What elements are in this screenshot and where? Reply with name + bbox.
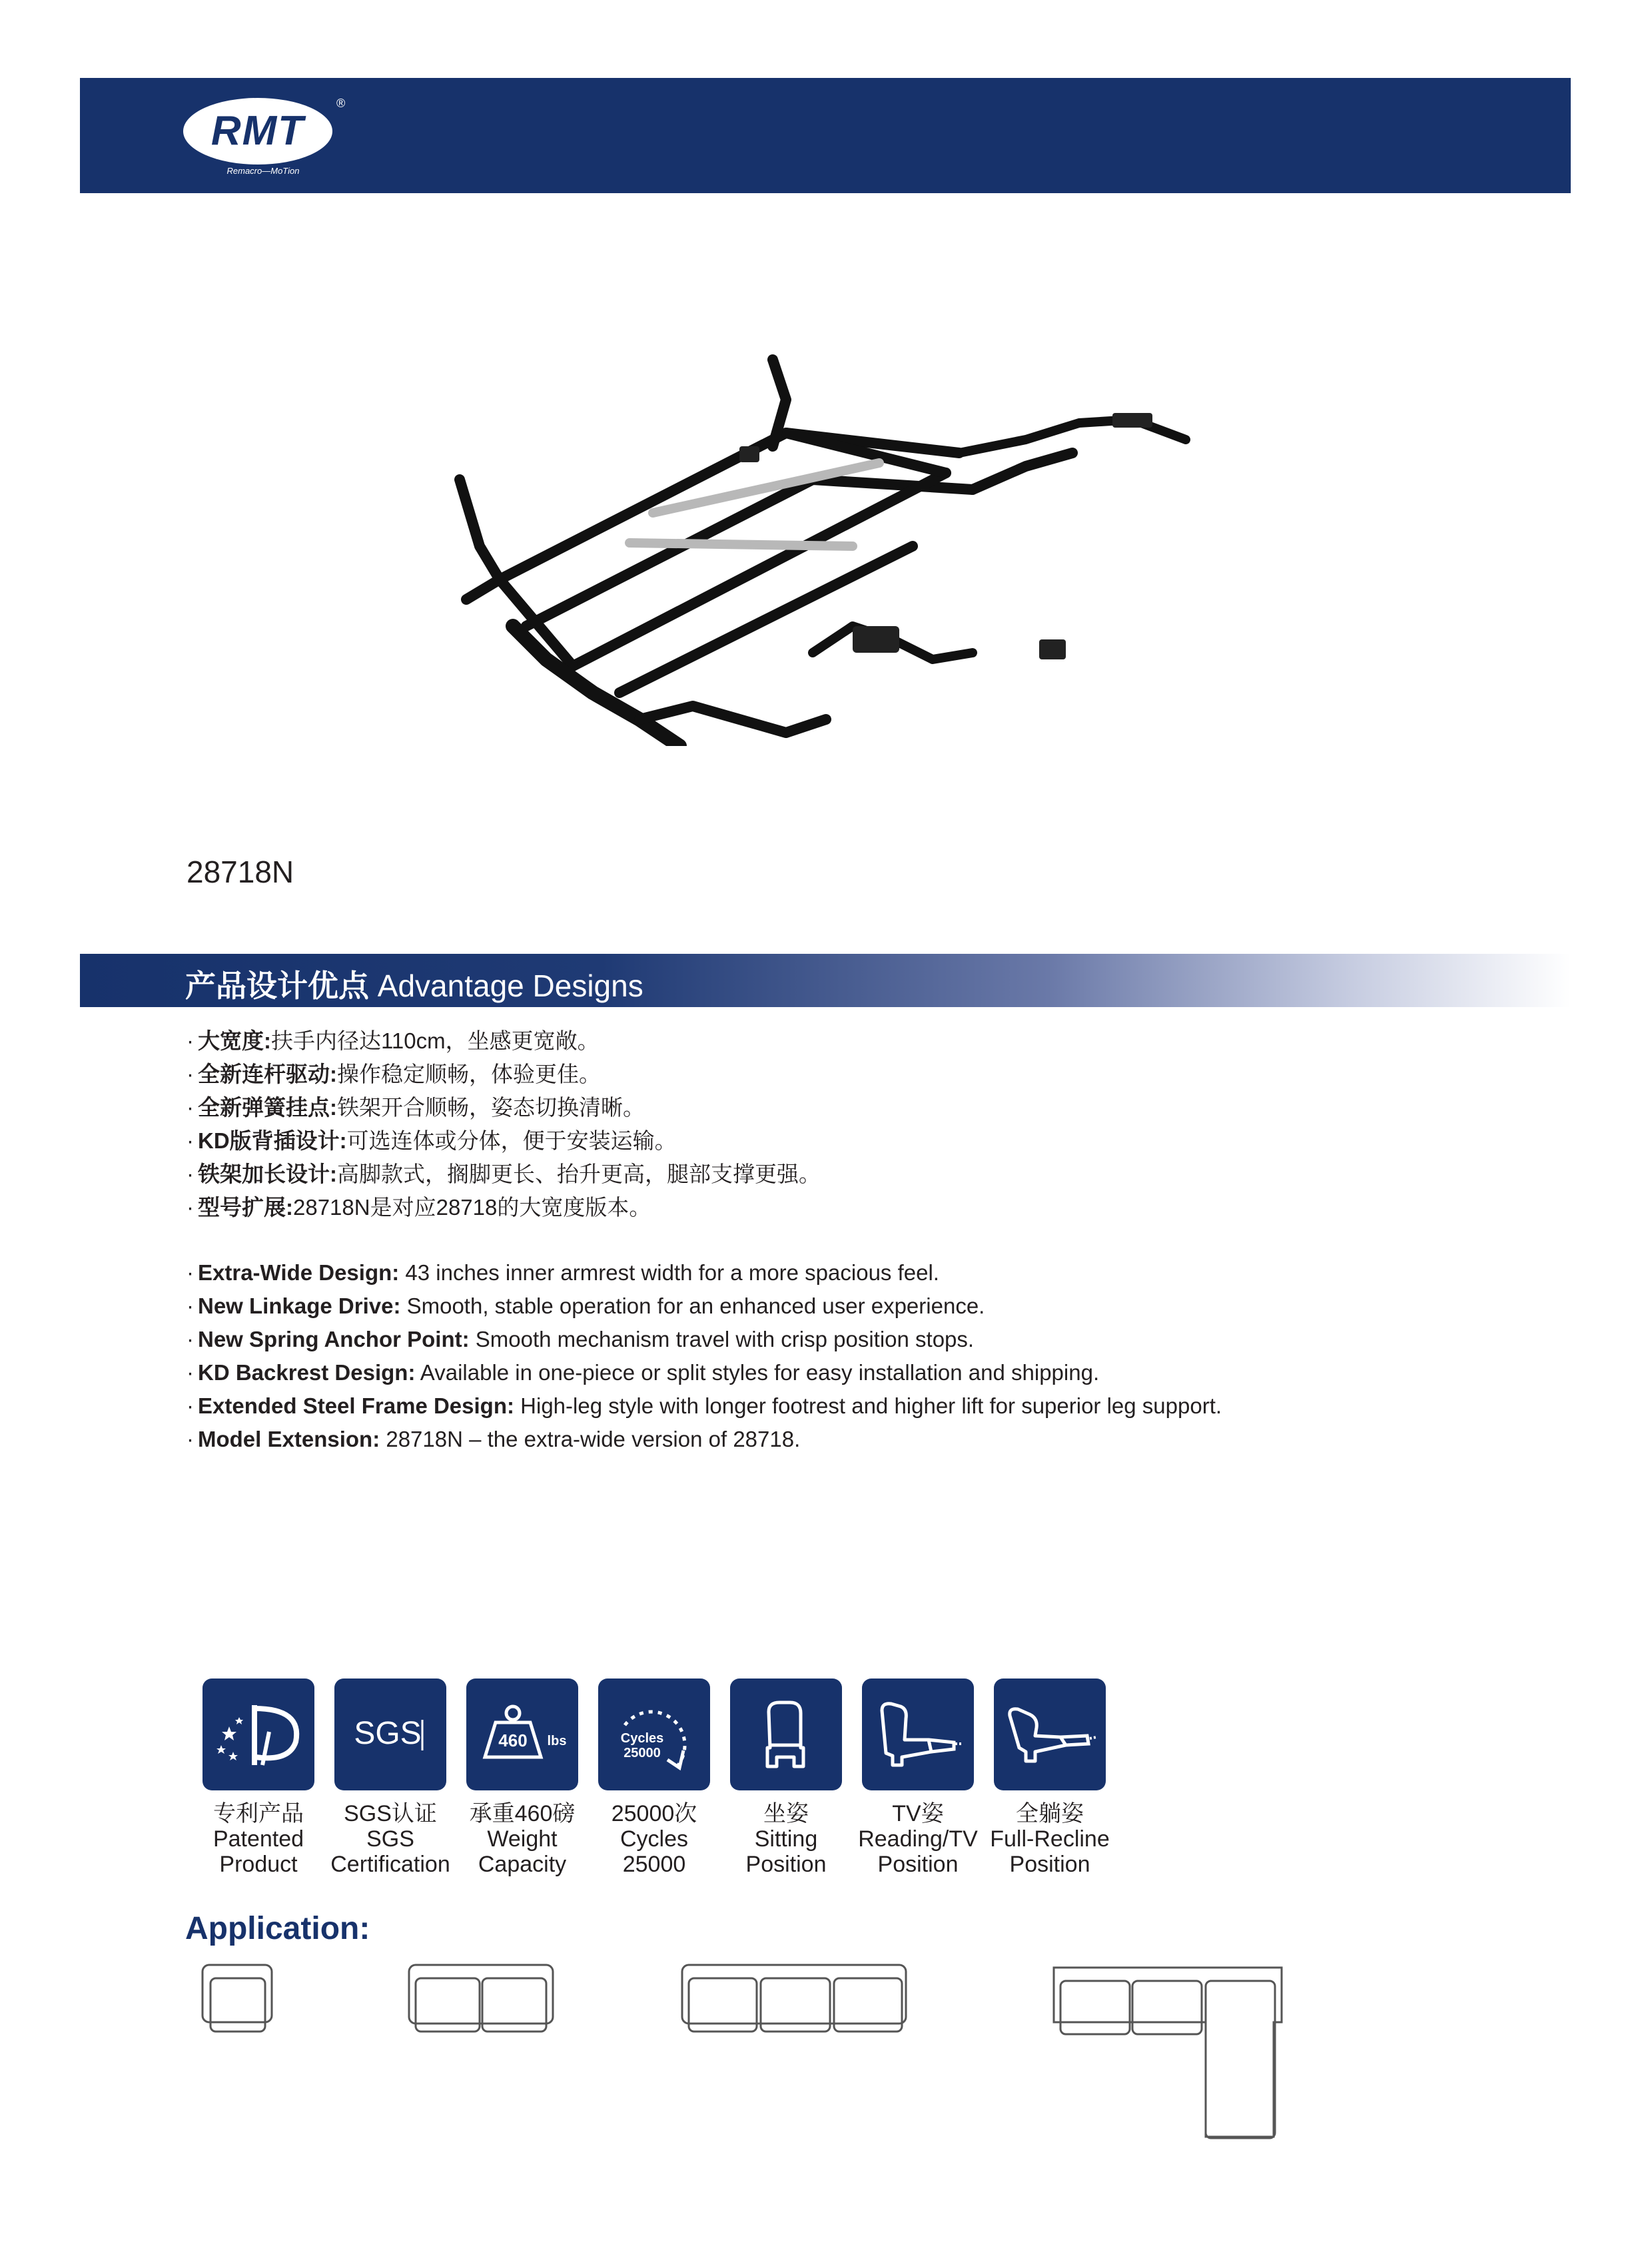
cycles-icon-value: 25000 [623,1746,661,1760]
feature-sgs [324,1679,457,1877]
logo-subtitle: Remacro—MoTion [226,166,300,176]
bullet-text: 操作稳定顺畅，体验更佳。 [337,1062,601,1086]
single-seat-sofa-icon [203,1965,272,2032]
caption-en-line1: Weight [487,1826,558,1852]
bullet-text: 扶手内径达110cm，坐感更宽敞。 [271,1028,600,1053]
caption-zh: 全躺姿 [1016,1801,1084,1826]
caption-en-line1: SGS [366,1826,414,1852]
brand-logo[interactable] [183,98,423,177]
list-item [187,1124,821,1158]
caption-en-line2: Capacity [478,1852,567,1877]
list-item [187,1024,821,1058]
section-title-zh: 产品设计优点 [185,968,369,1003]
feature-sitting [719,1679,853,1877]
feature-tv [851,1679,985,1877]
list-item [187,1191,821,1224]
bullet-label: Extended Steel Frame Design: [198,1393,514,1418]
recline-chair-icon [994,1679,1106,1790]
bullet-label: 全新连杆驱动: [198,1062,337,1086]
application-title: Application: [185,1911,370,1946]
feature-caption [719,1801,853,1877]
bullet-label: New Spring Anchor Point: [198,1327,470,1351]
bullet-text: 高脚款式，搁脚更长、抬升更高，腿部支撑更强。 [337,1162,821,1186]
caption-en-line1: Sitting [754,1826,818,1852]
caption-en-line2: Position [745,1852,827,1877]
feature-caption [983,1801,1116,1877]
weight-icon [466,1679,578,1790]
bullet-text: 铁架开合顺畅，姿态切换清晰。 [337,1095,645,1120]
list-item [187,1158,821,1191]
cycles-icon [598,1679,710,1790]
model-number: 28718N [187,855,294,889]
caption-zh: 承重460磅 [469,1801,576,1826]
bullet-text: Available in one-piece or split styles for easy installation and shipping. [415,1360,1100,1385]
application-layouts [193,1958,1299,2158]
feature-weight [456,1679,589,1877]
feature-cycles [588,1679,721,1877]
bullet-label: 大宽度: [198,1028,271,1053]
caption-en-line2: Position [1009,1852,1090,1877]
bullet-text: 43 inches inner armrest width for a more spacious feel. [399,1260,939,1285]
caption-zh: 专利产品 [213,1801,304,1826]
caption-en-line2: Product [219,1852,298,1877]
caption-en-line2: Certification [330,1852,450,1877]
sitting-chair-icon [730,1679,842,1790]
caption-en-line1: Reading/TV [858,1826,978,1852]
feature-icons [192,1679,1138,1892]
list-item [187,1389,1222,1423]
advantages-en-list [187,1256,1222,1456]
bullet-label: KD版背插设计: [198,1128,347,1153]
weight-icon-unit: lbs [547,1734,567,1748]
list-item [187,1290,1222,1323]
feature-caption [456,1801,589,1877]
tv-chair-icon [862,1679,974,1790]
bullet-text: 28718N是对应28718的大宽度版本。 [293,1195,651,1220]
bullet-label: Extra-Wide Design: [198,1260,400,1285]
section-title [185,962,643,1006]
weight-icon-value: 460 [498,1730,528,1750]
sectional-sofa-icon [1054,1968,1282,2138]
bullet-label: 全新弹簧挂点: [198,1095,337,1120]
bullet-label: KD Backrest Design: [198,1360,416,1385]
caption-zh: 坐姿 [763,1801,809,1826]
caption-en-line2: 25000 [622,1852,686,1877]
bullet-label: New Linkage Drive: [198,1294,401,1318]
advantages-zh-list [187,1024,821,1224]
header-bar [80,78,1571,193]
bullet-text: 28718N – the extra-wide version of 28718. [380,1427,801,1451]
caption-zh: TV姿 [892,1801,944,1826]
mechanism-frame-drawing [440,346,1212,746]
caption-en-line1: Cycles [620,1826,689,1852]
sgs-icon [334,1679,446,1790]
product-image [440,346,1212,746]
list-item [187,1323,1222,1356]
feature-patented [192,1679,325,1877]
section-title-en: Advantage Designs [377,968,643,1003]
caption-en-line1: Patented [212,1826,304,1852]
bullet-text: High-leg style with longer footrest and higher lift for superior leg support. [514,1393,1222,1418]
list-item [187,1091,821,1124]
logo-text: RMT [210,108,305,154]
feature-caption [324,1801,457,1877]
list-item [187,1356,1222,1389]
bullet-text: Smooth mechanism travel with crisp position stops. [469,1327,975,1351]
registered-mark: ® [336,97,346,110]
bullet-label: Model Extension: [198,1427,380,1451]
bullet-text: Smooth, stable operation for an enhanced user experience. [400,1294,985,1318]
list-item [187,1256,1222,1290]
three-seat-sofa-icon [682,1965,906,2032]
sofa-layouts-drawing [193,1958,1299,2158]
feature-caption [588,1801,721,1877]
feature-full-recline [983,1679,1116,1877]
patent-star-icon [203,1679,314,1790]
two-seat-sofa-icon [409,1965,553,2032]
caption-zh: 25000次 [611,1801,697,1826]
bullet-label: 铁架加长设计: [198,1162,337,1186]
list-item [187,1058,821,1091]
feature-caption [851,1801,985,1877]
caption-en-line1: Full-Recline [990,1826,1110,1852]
list-item [187,1423,1222,1456]
feature-caption [192,1801,325,1877]
bullet-label: 型号扩展: [198,1195,293,1220]
caption-en-line2: Position [877,1852,959,1877]
section-bar-advantages [80,954,1571,1007]
cycles-icon-label: Cycles [620,1731,664,1746]
sgs-icon-text: SGS [354,1716,422,1751]
caption-zh: SGS认证 [344,1801,437,1826]
bullet-text: 可选连体或分体，便于安装运输。 [346,1128,677,1153]
